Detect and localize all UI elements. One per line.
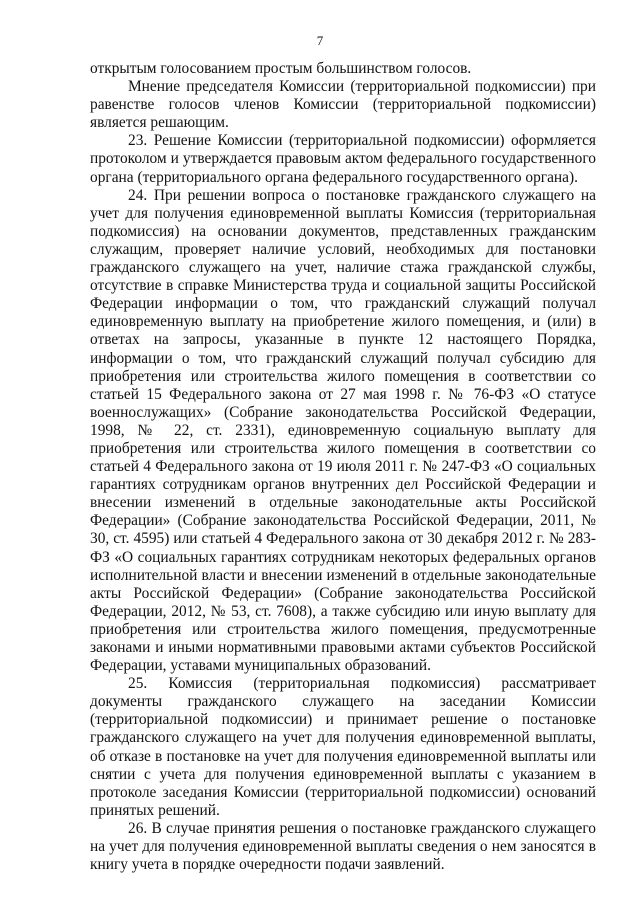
paragraph-26: 26. В случае принятия решения о постановке гражданского служащего на учет для получения единовременной выплаты сведения о нем заносятся в книгу учета в порядке очередности подачи заявлений. — [90, 819, 596, 874]
paragraph-25: 25. Комиссия (территориальная подкомиссия) рассматривает документы гражданского служащего на заседании Комиссии (территориальной подкомиссии) и принимает решение о постановке гражданского служащего на учет для получения единовременной выплаты, об отказе в постановке на учет для получения единовременной выплаты или снятии с учета для получения единовременной выплаты с указанием в протоколе заседания Комиссии (территориальной подкомиссии) оснований принятых решений. — [90, 675, 596, 819]
paragraph-continuation: открытым голосованием простым большинством голосов. — [90, 60, 472, 77]
paragraph-24: 24. При решении вопроса о постановке гражданского служащего на учет для получения единовременной выплаты Комиссия (территориальная подкомиссия) на основании документов, представленных гражданским служащим, проверяет наличие условий, необходимых для постановки гражданского служащего на учет, наличие стажа гражданской службы, отсутствие в справке Министерства труда и социальной защиты Российской Федерации информации о том, что гражданский служащий получал единовременную выплату на приобретение жилого помещения, и (или) в ответах на запросы, указанные в пункте 12 настоящего Порядка, информации о том, что гражданский служащий получал субсидию для приобретения или строительства жилого помещения в соответствии со статьей 15 Федерального закона от 27 мая 1998 г. № 76-ФЗ «О статусе военнослужащих» (Собрание законодательства Российской Федерации, 1998, № 22, ст. 2331), единовременную социальную выплату для приобретения или строительства жилого помещения в соответствии со статьей 4 Федерального закона от 19 июля 2011 г. № 247-ФЗ «О социальных гарантиях сотрудникам органов внутренних дел Российской Федерации и внесении изменений в отдельные законодательные акты Российской Федерации» (Собрание законодательства Российской Федерации, 2011, № 30, ст. 4595) или статьей 4 Федерального закона от 30 декабря 2012 г. № 283-ФЗ «О социальных гарантиях сотрудникам некоторых федеральных органов исполнительной власти и внесении изменений в отдельные законодательные акты Российской Федерации» (Собрание законодательства Российской Федерации, 2012, № 53, ст. 7608), а также субсидию или иную выплату для приобретения или строительства жилого помещения, предусмотренные законами и иными нормативными правовыми актами субъектов Российской Федерации, уставами муниципальных образований. — [90, 186, 596, 675]
paragraph-chair-opinion: Мнение председателя Комиссии (территориальной подкомиссии) при равенстве голосов членов Комиссии (территориальной подкомиссии) является решающим. — [90, 78, 596, 132]
paragraph-23: 23. Решение Комиссии (территориальной подкомиссии) оформляется протоколом и утверждается правовым актом федерального государственного органа (территориального органа федерального государственного органа). — [90, 132, 596, 186]
page-number: 7 — [316, 33, 324, 48]
document-body — [90, 60, 596, 874]
